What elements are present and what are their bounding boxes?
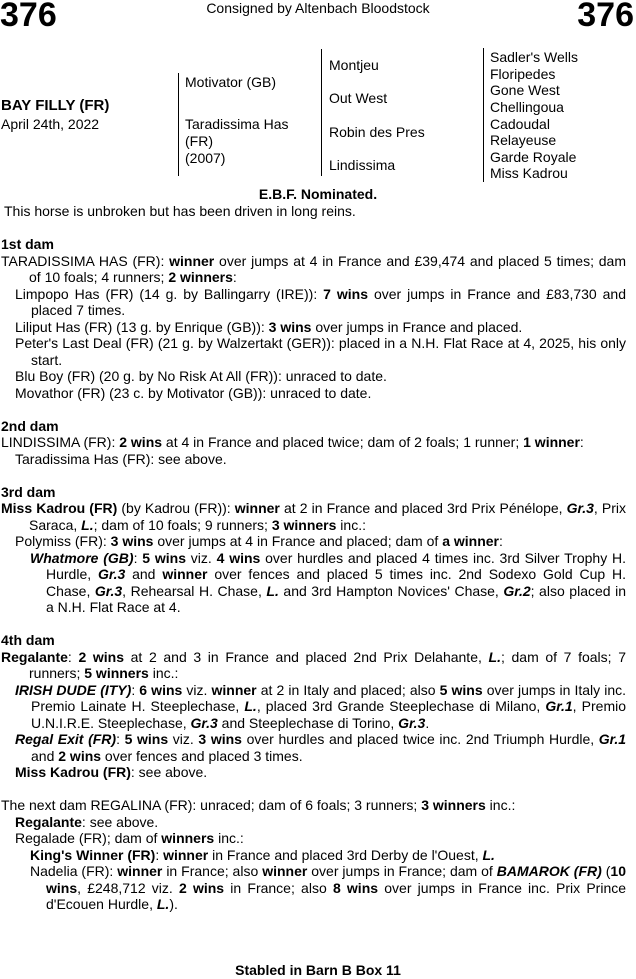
foaling-date: April 24th, 2022 xyxy=(1,116,100,132)
progeny-miss-kadrou: Miss Kadrou (FR): see above. xyxy=(15,764,208,780)
progeny-irish-dude: IRISH DUDE (ITY): 6 wins viz. winner at 2 in Italy and placed; also 5 wins over jumps in Italy inc. Premio Lainate H. Steeplechase, L., placed 3rd Grande Steeplechase di Milano, Gr.1, Premio U.N.I.R.E. Steeplechase, Gr.3 and Steeplechase di Torino, Gr.3. xyxy=(15,681,627,731)
catalogue-body xyxy=(1,236,626,913)
pedigree-divider-1 xyxy=(178,73,179,176)
next-dam-entry: The next dam REGALINA (FR): unraced; dam of 6 foals; 3 runners; 3 winners inc.: xyxy=(1,797,516,813)
dam-sire: Robin des Pres xyxy=(329,124,425,140)
progeny-regal-exit: Regal Exit (FR): 5 wins viz. 3 wins over hurdles and placed twice inc. 2nd Triumph Hurdle, Gr.1 and 2 wins over fences and placed 3 times. xyxy=(15,731,627,764)
g4-3: Gone West xyxy=(490,82,560,98)
ebf-note: E.B.F. Nominated. xyxy=(258,186,378,202)
lot-number-right: 376 xyxy=(577,0,634,34)
progeny-regalade: Regalade (FR); dam of winners inc.: xyxy=(15,830,244,846)
progeny-peters-last-deal: Peter's Last Deal (FR) (21 g. by Walzertakt (GER)): placed in a N.H. Flat Race at 4, 2025, his only start. xyxy=(15,335,626,368)
unbroken-note: This horse is unbroken but has been driven in long reins. xyxy=(4,203,356,219)
progeny-blu-boy: Blu Boy (FR) (20 g. by No Risk At All (FR)): unraced to date. xyxy=(15,368,387,384)
progeny-movathor: Movathor (FR) (23 c. by Motivator (GB)): unraced to date. xyxy=(15,384,372,401)
progeny-taradissima-has: Taradissima Has (FR): see above. xyxy=(15,450,227,467)
pedigree-divider-2 xyxy=(321,49,322,176)
g4-1: Sadler's Wells xyxy=(490,49,578,65)
g4-2: Floripedes xyxy=(490,66,556,82)
first-dam-entry: TARADISSIMA HAS (FR): winner over jumps at 4 in France and £39,474 and placed 5 times; dam of 10 foals; 4 runners; 2 winners: xyxy=(1,252,626,285)
g4-7: Garde Royale xyxy=(490,149,577,165)
progeny-nadelia: Nadelia (FR): winner in France; also winner over jumps in France; dam of BAMAROK (FR) (10 wins, £248,712 viz. 2 wins in France; also 8 wins over jumps in France inc. Prix Prince d'Ecouen Hurdle, L.). xyxy=(30,863,627,912)
second-dam-heading: 2nd dam xyxy=(1,417,59,434)
dam-year: (2007) xyxy=(185,150,226,166)
dam-dam: Lindissima xyxy=(329,157,396,173)
pedigree-divider-3 xyxy=(483,48,484,182)
progeny-regalante: Regalante: see above. xyxy=(15,813,159,830)
g4-6: Relayeuse xyxy=(490,132,557,148)
third-dam-heading: 3rd dam xyxy=(1,483,56,500)
dam-name-line2: (FR) xyxy=(185,133,213,149)
dam-name-line1: Taradissima Has xyxy=(185,116,289,132)
horse-description: BAY FILLY (FR) xyxy=(1,97,110,114)
progeny-kings-winner: King's Winner (FR): winner in France and placed 3rd Derby de l'Ouest, L. xyxy=(30,846,495,863)
progeny-polymiss: Polymiss (FR): 3 wins over jumps at 4 in France and placed; dam of a winner: xyxy=(15,533,503,549)
lot-number-left: 376 xyxy=(0,0,57,34)
fourth-dam-entry: Regalante: 2 wins at 2 and 3 in France and placed 2nd Prix Delahante, L.; dam of 7 foals; 7 runners; 5 winners inc.: xyxy=(1,648,626,681)
stabling-note: Stabled in Barn B Box 11 xyxy=(235,962,401,978)
sire-sire: Montjeu xyxy=(329,57,379,73)
first-dam-heading: 1st dam xyxy=(1,236,54,252)
progeny-whatmore: Whatmore (GB): 5 wins viz. 4 wins over hurdles and placed 4 times inc. 3rd Silver Trophy H. Hurdle, Gr.3 and winner over fences and placed 5 times inc. 2nd Sodexo Gold Cup H. Chase, Gr.3, Rehearsal H. Chase, L. and 3rd Hampton Novices' Chase, Gr.2; also placed in a N.H. Flat Race at 4. xyxy=(30,549,627,615)
progeny-liliput-has: Liliput Has (FR) (13 g. by Enrique (GB)): 3 wins over jumps in France and placed. xyxy=(15,318,523,335)
second-dam-entry: LINDISSIMA (FR): 2 wins at 4 in France and placed twice; dam of 2 foals; 1 runner; 1 winner: xyxy=(1,434,584,450)
g4-8: Miss Kadrou xyxy=(490,165,568,181)
g4-4: Chellingoua xyxy=(490,99,564,115)
g4-5: Cadoudal xyxy=(490,116,550,132)
sire: Motivator (GB) xyxy=(185,74,277,90)
progeny-limpopo-has: Limpopo Has (FR) (14 g. by Ballingarry (IRE)): 7 wins over jumps in France and £83,730 and placed 7 times. xyxy=(15,285,626,318)
third-dam-entry: Miss Kadrou (FR) (by Kadrou (FR)): winner at 2 in France and placed 3rd Prix Pénélope, Gr.3, Prix Saraca, L.; dam of 10 foals; 9 runners; 3 winners inc.: xyxy=(1,500,626,533)
consignor: Consigned by Altenbach Bloodstock xyxy=(206,0,430,16)
fourth-dam-heading: 4th dam xyxy=(1,632,55,648)
sire-dam: Out West xyxy=(329,90,388,106)
